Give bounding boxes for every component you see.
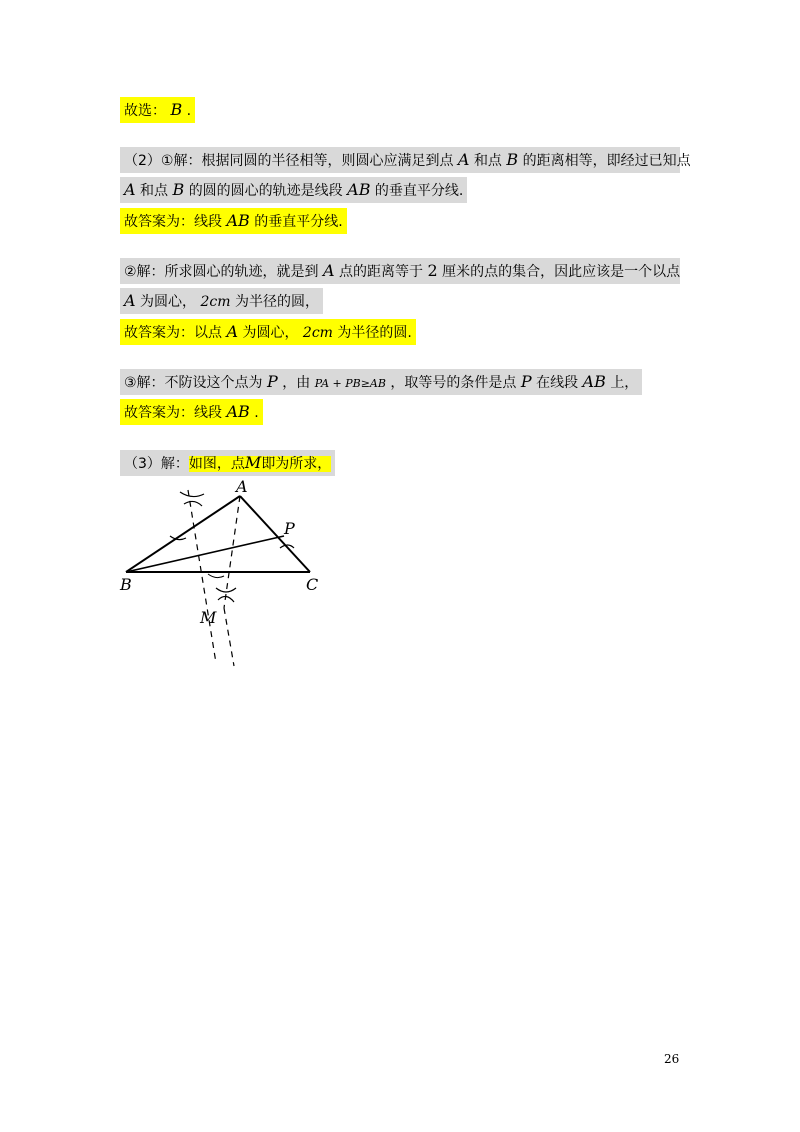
text: 故答案为：线段 <box>124 405 222 421</box>
q2-part2-line1 <box>120 258 680 284</box>
text: （3）解： <box>124 456 189 472</box>
label-c: C <box>306 575 319 594</box>
text: 在线段 <box>536 375 579 391</box>
q2-part3-line1 <box>120 369 642 395</box>
segment-ab <box>126 496 240 572</box>
label-m: M <box>200 608 217 627</box>
var-p: P <box>520 372 532 391</box>
segment-bp <box>126 536 284 572</box>
var-m: M <box>244 453 262 472</box>
text: 为圆心， <box>242 325 299 341</box>
text: . <box>254 405 259 421</box>
answer-choice-line <box>120 97 195 123</box>
var-a: A <box>124 291 136 310</box>
text: 故答案为：以点 <box>124 325 222 341</box>
text: 为圆心， <box>140 294 197 310</box>
segment-ac <box>240 496 310 572</box>
var-a: A <box>457 150 470 169</box>
var-a: A <box>323 261 335 280</box>
arc-top-2 <box>184 501 202 506</box>
text: 如图，点 <box>188 456 245 472</box>
label-a: A <box>236 478 248 496</box>
label-p: P <box>284 519 295 538</box>
text: 为半径的圆. <box>337 325 412 341</box>
text: 上， <box>610 375 639 391</box>
text: （2）①解：根据同圆的半径相等，则圆心应满足到点 <box>124 153 454 169</box>
line-m-extension <box>224 608 234 666</box>
var-b: B <box>506 150 519 169</box>
var-a: A <box>226 322 239 341</box>
answer-choice: B <box>170 100 183 119</box>
text: 的垂直平分线. <box>254 214 343 230</box>
text: 故答案为：线段 <box>124 214 222 230</box>
page-number: 26 <box>664 1052 680 1066</box>
text: 点的距离等于 <box>339 264 424 280</box>
q2-part3-answer <box>120 399 263 425</box>
q2-part1-line1 <box>120 147 691 173</box>
arc-top-1 <box>180 492 204 497</box>
answer-suffix: . <box>186 103 192 119</box>
number: 2 <box>427 261 438 280</box>
text: 为半径的圆， <box>234 294 319 310</box>
length: 2cm <box>200 294 231 310</box>
text: 厘米的点的集合，因此应该是一个以点 <box>442 264 681 280</box>
var-a: A <box>124 180 136 199</box>
answer-prefix: 故选： <box>124 103 166 119</box>
length: 2cm <box>302 325 333 341</box>
var-b: B <box>172 180 185 199</box>
text: ，取等号的条件是点 <box>390 375 517 391</box>
arc-below-1 <box>208 574 224 578</box>
geometry-figure <box>112 478 342 673</box>
text: 的距离相等，即经过已知点 <box>522 153 691 169</box>
var-p: P <box>267 372 278 391</box>
label-b: B <box>120 575 132 594</box>
text: 的圆的圆心的轨迹是线段 <box>188 183 343 199</box>
q2-part1-answer <box>120 208 347 234</box>
highlighted-answer <box>188 453 332 472</box>
var-ab: AB <box>226 211 250 230</box>
text: 和点 <box>473 153 502 169</box>
q2-part1-line2 <box>120 177 467 203</box>
q2-part2-line2 <box>120 288 323 314</box>
text: ，由 <box>282 375 311 391</box>
text: 即为所求， <box>261 456 332 472</box>
q3-line <box>120 450 335 476</box>
q2-part2-answer <box>120 319 416 345</box>
var-ab: AB <box>582 372 606 391</box>
text: ②解：所求圆心的轨迹，就是到 <box>124 264 319 280</box>
var-ab: AB <box>347 180 371 199</box>
inequality: PA + PB≥AB <box>314 377 386 390</box>
text: 和点 <box>140 183 169 199</box>
var-ab: AB <box>226 402 250 421</box>
text: 的垂直平分线. <box>374 183 464 199</box>
arc-m-1 <box>216 588 236 592</box>
text: ③解：不防设这个点为 <box>124 375 263 391</box>
